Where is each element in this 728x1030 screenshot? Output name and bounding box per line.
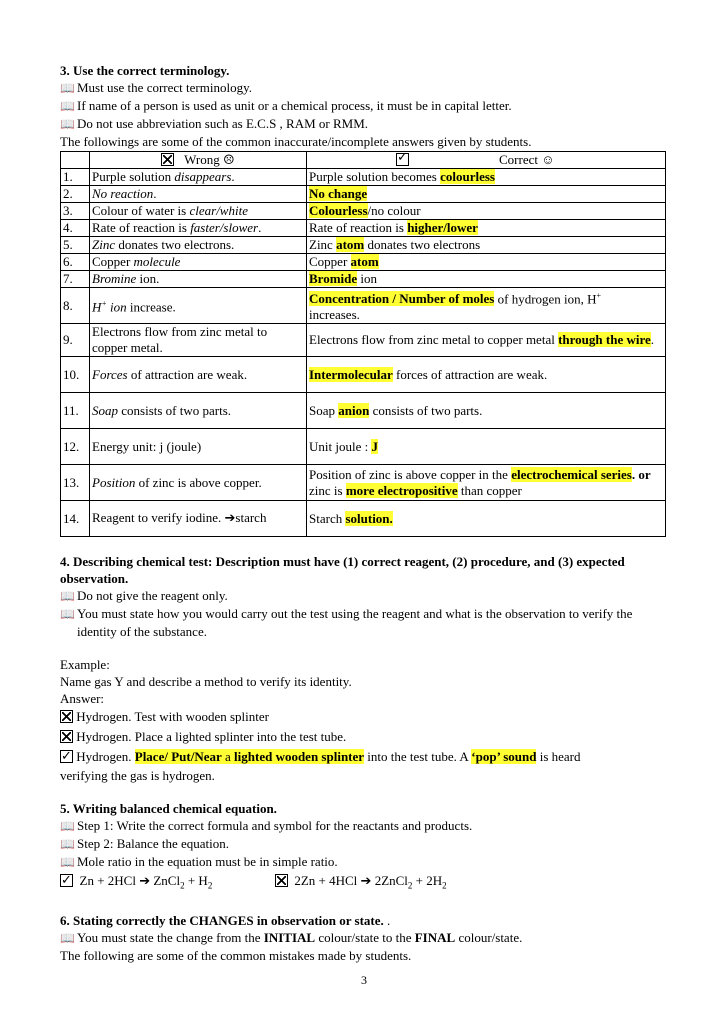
table-row: 9. Electrons flow from zinc metal to copper metal. Electrons flow from zinc metal to copper metal through the wire. bbox=[61, 324, 666, 357]
book-icon: 📖 bbox=[60, 99, 75, 113]
section-3-intro: The followings are some of the common inaccurate/incomplete answers given by students. bbox=[60, 134, 532, 149]
bullet: 📖 Step 2: Balance the equation. bbox=[60, 836, 229, 852]
table-row: 4. Rate of reaction is faster/slower. Rate of reaction is higher/lower bbox=[61, 220, 666, 237]
section-4-heading: 4. Describing chemical test: Description must have (1) correct reagent, (2) procedure, and (3) expected observation. bbox=[60, 554, 625, 587]
table-row: 1. Purple solution disappears. Purple solution becomes colourless bbox=[61, 169, 666, 186]
section-3-heading: 3. Use the correct terminology. bbox=[60, 63, 230, 78]
bullet: 📖 If name of a person is used as unit or a chemical process, it must be in capital letter. bbox=[60, 98, 512, 113]
table-row: 3. Colour of water is clear/white Colourless/no colour bbox=[61, 203, 666, 220]
book-icon: 📖 bbox=[60, 117, 75, 131]
book-icon: 📖 bbox=[60, 837, 75, 852]
table-row: 10. Forces of attraction are weak. Intermolecular forces of attraction are weak. bbox=[61, 357, 666, 393]
table-row: 8. H+ ion increase. Concentration / Number of moles of hydrogen ion, H+ increases. bbox=[61, 288, 666, 324]
table-row: 11. Soap consists of two parts. Soap anion consists of two parts. bbox=[61, 393, 666, 429]
bullet: 📖 You must state how you would carry out the test using the reagent and what is the observation to verify the identity of the substance. bbox=[60, 606, 633, 640]
answer-wrong-2: Hydrogen. Place a lighted splinter into the test tube. bbox=[60, 727, 666, 747]
table-header bbox=[61, 152, 666, 169]
arrow-right-icon: ➔ bbox=[139, 874, 151, 890]
answer-correct: ✓ Hydrogen. Place/ Put/Near a lighted wooden splinter into the test tube. A ‘pop’ sound is heard bbox=[60, 747, 666, 767]
bullet: 📖 Must use the correct terminology. bbox=[60, 80, 252, 95]
bullet: 📖 Mole ratio in the equation must be in simple ratio. bbox=[60, 854, 338, 870]
check-box-icon bbox=[60, 750, 73, 763]
book-icon: 📖 bbox=[60, 81, 75, 95]
table-row: 13. Position of zinc is above copper. Position of zinc is above copper in the electrochemical series. or zinc is more electropositive than copper bbox=[61, 465, 666, 501]
equations: ✓ Zn + 2HCl ➔ ZnCl$_2$ + $H_2$ 2Zn + 4HCl ➔ 2ZnCl$_2$ + $2H_2$ bbox=[60, 871, 666, 896]
table-row: 7. Bromine ion. Bromide ion bbox=[61, 271, 666, 288]
arrow-right-icon: ➔ bbox=[224, 511, 236, 527]
answer-wrong-1: Hydrogen. Test with wooden splinter bbox=[60, 707, 666, 727]
cross-box-icon bbox=[60, 710, 73, 723]
bullet: 📖 You must state the change from the INITIAL colour/state to the FINAL colour/state. bbox=[60, 929, 523, 945]
cross-box-icon bbox=[60, 730, 73, 743]
table-row: 14. Reagent to verify iodine. ➔starch Starch solution. bbox=[61, 501, 666, 537]
page-content: 3. Use the correct terminology. 📖 Must use the correct terminology. 📖 If name of a person is used as unit or a chemical process, it must be in capital letter. 📖 Do not use abbreviation such as E.C.S , RAM or RMM. The followings are some of the common inaccurate/incomplete answers given by students. Wrong ☹ ✓ Correct ☺ 1. Purple solution disappears. Purple solution becomes colourless 2. No reaction. No change 3. Colour of water is clear/white Colourless/no colour 4. Rate of reaction is faster/slower. Rate of reaction is higher/lower 5. Zinc donates two electrons. Zinc atom donates two electrons 6. Copper molecule Copper atom 7. Bromine ion. Bromide ion 8. H+ ion increase. Concentration / Number of moles of hydrogen ion, H+ increases. 9. Electrons flow from zinc metal to copper metal. Electrons flow from zinc metal to copper metal through the wire. 10. Forces of attraction are weak. Intermolecular forces of attraction are weak. 11. Soap consists of two parts. Soap anion consists of two parts. 12. Energy unit: j (joule) Unit joule : J 13. Position of zinc is above copper. Position of zinc is above copper in the electrochemical series. or zinc is more electropositive than copper 14. Reagent to verify iodine. ➔starch Starch solution. 4. Describing chemical test: Description must have (1) correct reagent, (2) procedure, and (3) expected observation. 📖 Do not give the reagent only. 📖 You must state how you would carry out the test using the reagent and what is the observation to verify the identity of the substance. Example: Name gas Y and describe a method to verify its identity. Answer: Hydrogen. Test with wooden splinter Hydrogen. Place a lighted splinter into the test tube. ✓ Hydrogen. Place/ Put/Near a lighted wooden splinter into the test tube. A ‘pop’ sound is heard verifying the gas is hydrogen. 5. Writing balanced chemical equation. 📖 Step 1: Write the correct formula and symbol for the reactants and products. 📖 Step 2: Balance the equation. 📖 Mole ratio in the equation must be in simple ratio. ✓ Zn + 2HCl ➔ ZnCl$_2$ + $H_2$ 2Zn + 4HCl ➔ 2ZnCl$_2$ + $2H_2$ 6. Stating correctly the CHANGES in observation or state. . 📖 You must state the change from the INITIAL colour/state to the FINAL colour/state. The following are some of the common mistakes made by students. bbox=[60, 62, 666, 964]
bullet: 📖 Do not use abbreviation such as E.C.S , RAM or RMM. bbox=[60, 116, 369, 131]
terminology-table bbox=[60, 151, 666, 537]
table-row: 2. No reaction. No change bbox=[61, 186, 666, 203]
section-6-heading: 6. Stating correctly the CHANGES in observation or state. . bbox=[60, 912, 391, 928]
bullet: 📖 Do not give the reagent only. bbox=[60, 588, 228, 604]
book-icon: 📖 bbox=[60, 855, 75, 870]
book-icon: 📖 bbox=[60, 819, 75, 834]
table-row: 5. Zinc donates two electrons. Zinc atom donates two electrons bbox=[61, 237, 666, 254]
cross-box-icon bbox=[275, 874, 288, 887]
wrong-header: Wrong ☹ bbox=[184, 152, 235, 167]
bullet: 📖 Step 1: Write the correct formula and symbol for the reactants and products. bbox=[60, 818, 473, 834]
table-row: 6. Copper molecule Copper atom bbox=[61, 254, 666, 271]
page-number: 3 bbox=[361, 973, 367, 987]
check-box-icon bbox=[396, 153, 409, 166]
arrow-right-icon: ➔ bbox=[360, 874, 372, 890]
book-icon: 📖 bbox=[60, 930, 75, 945]
table-row: 12. Energy unit: j (joule) Unit joule : J bbox=[61, 429, 666, 465]
cross-box-icon bbox=[161, 153, 174, 166]
section-5-heading: 5. Writing balanced chemical equation. bbox=[60, 801, 277, 817]
book-icon: 📖 bbox=[60, 607, 75, 622]
correct-header: Correct ☺ bbox=[499, 152, 555, 167]
check-box-icon bbox=[60, 874, 73, 887]
book-icon: 📖 bbox=[60, 589, 75, 604]
